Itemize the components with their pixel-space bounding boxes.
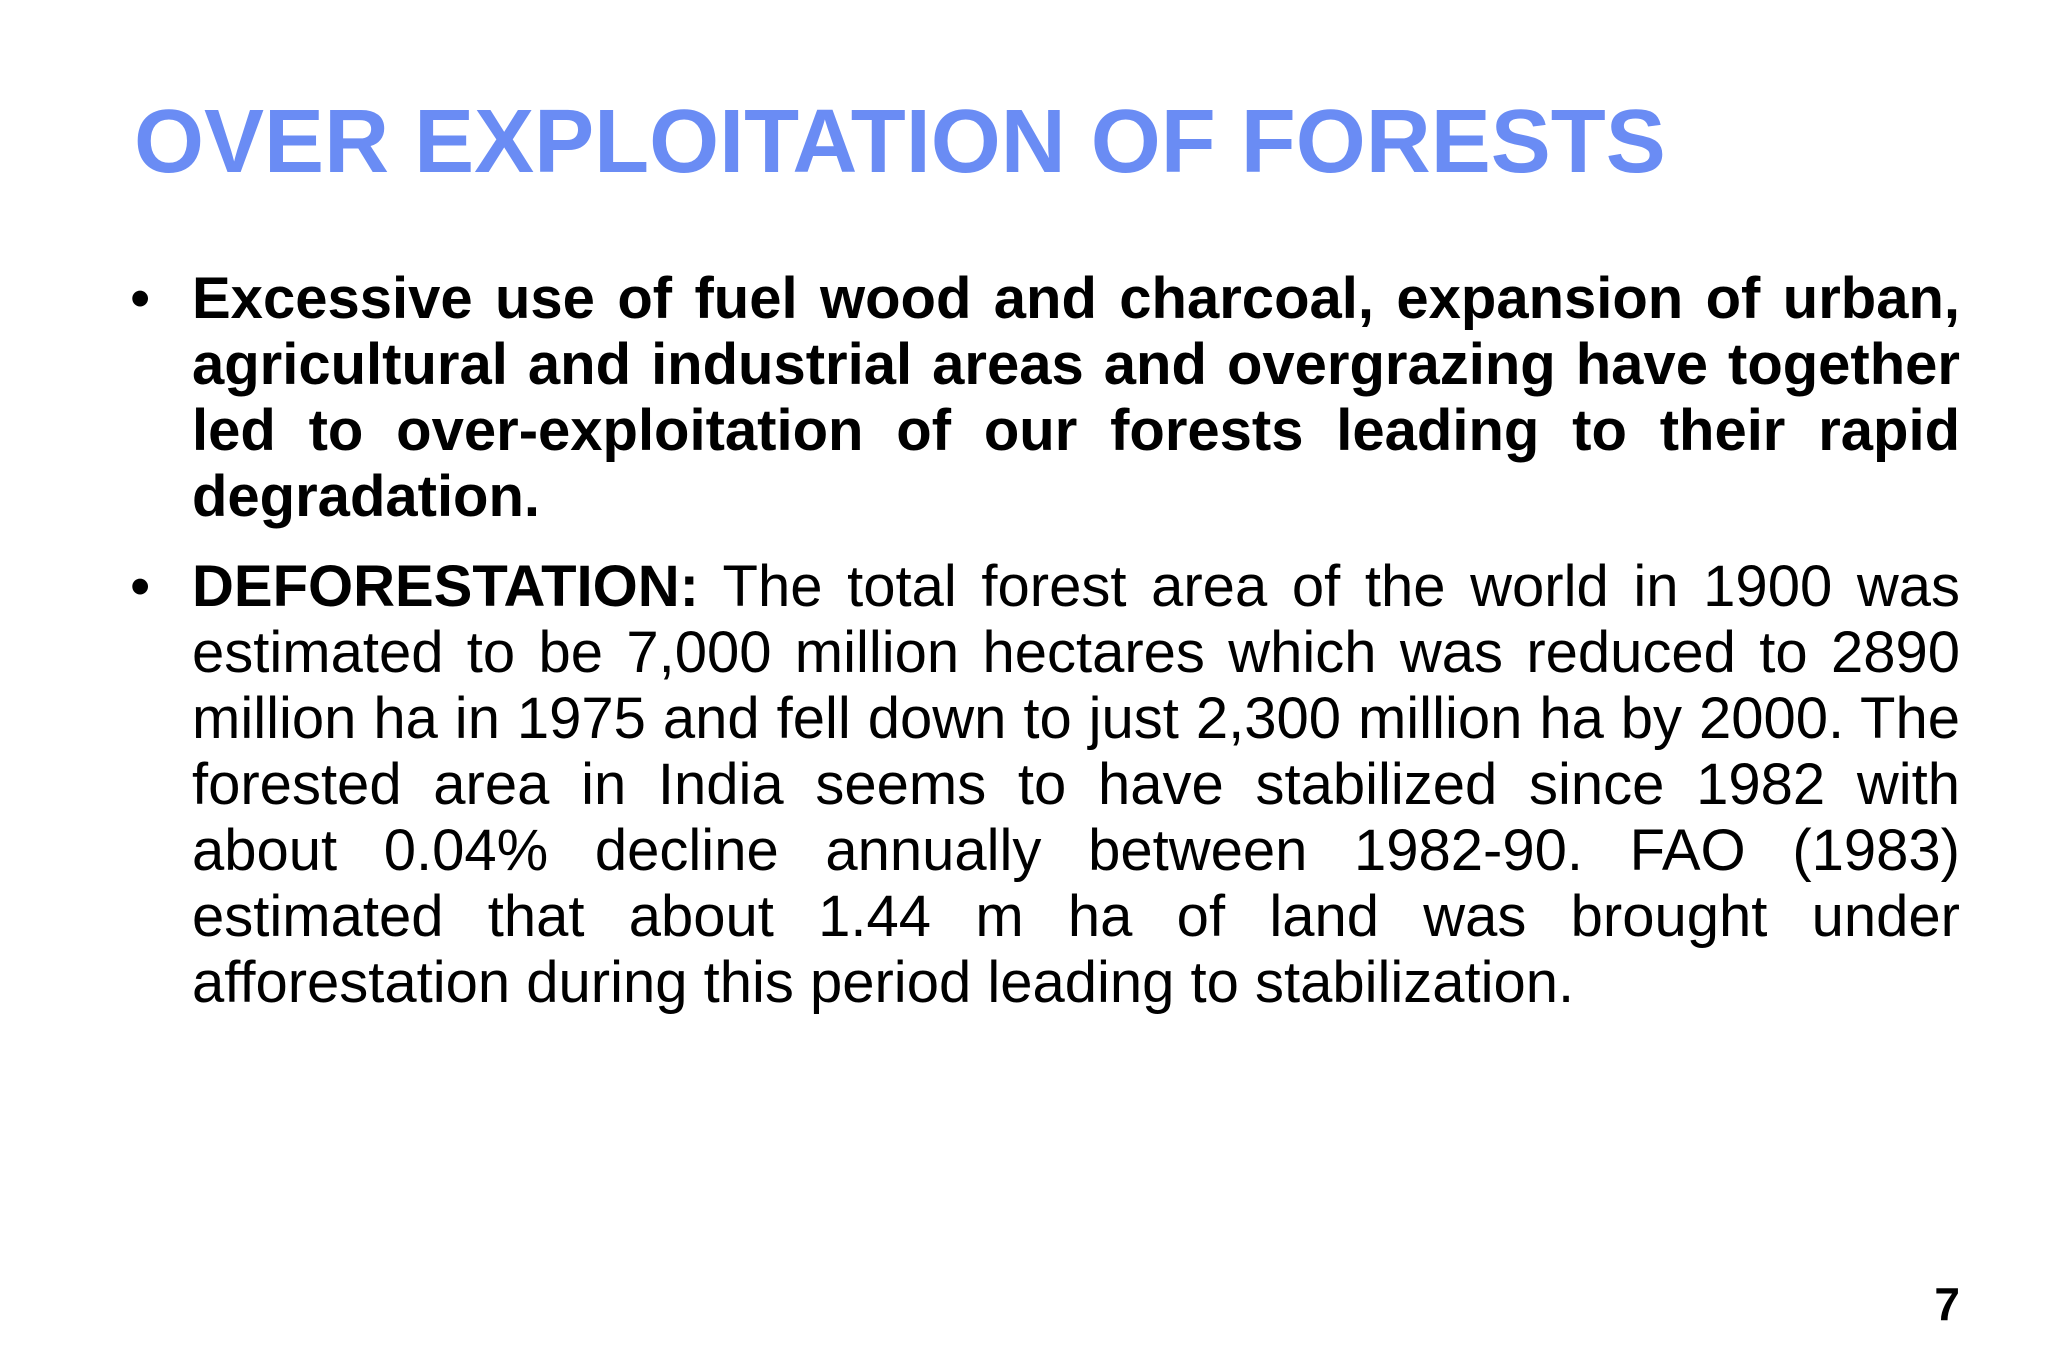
bullet-item-deforestation <box>130 554 1960 1016</box>
bullet-icon: • <box>130 266 151 331</box>
bullet-icon: • <box>130 554 151 619</box>
bullet-item-overexploitation <box>130 266 1960 530</box>
slide-title: OVER EXPLOITATION OF FORESTS <box>134 92 1666 192</box>
bullet-text: The total forest area of the world in 1900 was estimated to be 7,000 million hectares which was reduced to 2890 million ha in 1975 and fell down to just 2,300 million ha by 2000. The forested area in India seems to have stabilized since 1982 with about 0.04% decline annually between 1982-90. FAO (1983) estimated that about 1.44 m ha of land was brought under afforestation during this period leading to stabilization. <box>192 554 1960 1015</box>
bullet-lead-label: DEFORESTATION: <box>192 554 699 619</box>
bullet-text: Excessive use of fuel wood and charcoal, expansion of urban, agricultural and industrial areas and overgrazing have together led to over-exploitation of our forests leading to their rapid degradation. <box>192 266 1960 529</box>
page-number: 7 <box>1934 1278 1960 1330</box>
bullet-list <box>130 266 1960 1040</box>
